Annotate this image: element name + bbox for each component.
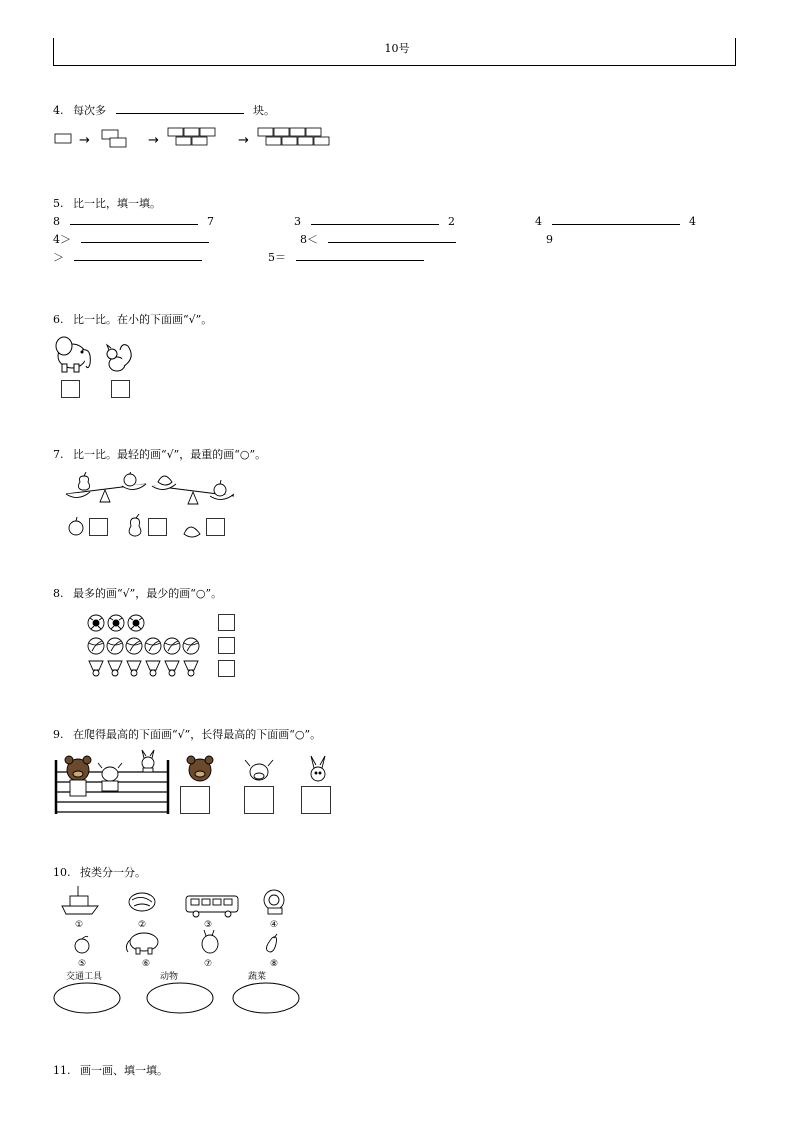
- soccer-ball-row: [88, 615, 144, 631]
- group-label-vegetables: 蔬菜: [248, 972, 267, 982]
- apple-icon: [69, 517, 83, 535]
- block-icon: [55, 134, 71, 143]
- eggplant-icon: [266, 934, 277, 952]
- shuttlecock-icon: [165, 661, 179, 676]
- q10-title: 按类分一分。: [80, 866, 146, 879]
- item-label: ④: [270, 920, 279, 930]
- q7-title: 比一比。最轻的画“√”，最重的画“○”。: [73, 448, 267, 461]
- q5-left: 8＜: [300, 233, 318, 246]
- item-label: ⑤: [78, 959, 87, 969]
- q8-answer-box-volleyball[interactable]: [218, 637, 235, 654]
- arrow-icon: →: [79, 133, 90, 148]
- page-header-title: 10号: [384, 42, 410, 55]
- item-label: ⑦: [204, 959, 213, 969]
- q5-answer-blank[interactable]: [70, 215, 198, 225]
- group-label-animals: 动物: [160, 972, 179, 982]
- question-7-title: [53, 448, 266, 462]
- sorting-circle-transport: [54, 983, 120, 1013]
- block-icon: [168, 128, 215, 145]
- q10-number: 10.: [53, 866, 71, 879]
- volleyball-icon: [107, 638, 123, 654]
- shuttlecock-icon: [184, 661, 198, 676]
- q5-row3-item2: [268, 251, 424, 265]
- q5-left: 3: [294, 215, 301, 228]
- arrow-icon: →: [148, 133, 159, 148]
- q5-left: 8: [53, 215, 60, 228]
- q7-number: 7.: [53, 448, 64, 461]
- apple-icon: [75, 936, 89, 953]
- q5-answer-blank[interactable]: [552, 215, 680, 225]
- cow-icon: [245, 760, 273, 780]
- item-label: ②: [138, 920, 147, 930]
- apple-icon: [214, 480, 226, 496]
- q7-answer-box-apple[interactable]: [89, 518, 108, 536]
- q5-answer-blank[interactable]: [74, 251, 202, 261]
- q5-row3-item1: [53, 251, 202, 265]
- q5-right: 7: [207, 215, 214, 228]
- shuttlecock-icon: [127, 661, 141, 676]
- q4-answer-blank[interactable]: [116, 104, 244, 114]
- q11-title: 画一画、填一填。: [80, 1064, 168, 1077]
- question-6-title: [53, 313, 212, 327]
- q5-left: 9: [546, 233, 553, 246]
- q5-row2-item1: [53, 233, 209, 247]
- q5-left: 4: [535, 215, 542, 228]
- sorting-circle-animals: [147, 983, 213, 1013]
- q6-title: 比一比。在小的下面画“√”。: [73, 313, 213, 326]
- question-8-title: [53, 587, 222, 601]
- q9-answer-box-cow[interactable]: [244, 786, 274, 814]
- bus-icon: [186, 896, 238, 917]
- volleyball-icon: [145, 638, 161, 654]
- q9-answer-box-rabbit[interactable]: [301, 786, 331, 814]
- apple-icon: [124, 472, 136, 486]
- q5-row1-item1: [53, 215, 214, 229]
- cow-icon: [98, 763, 122, 791]
- soccer-ball-icon: [88, 615, 104, 631]
- q5-title: 比一比，填一填。: [73, 197, 161, 210]
- bear-icon: [65, 756, 91, 796]
- q8-title: 最多的画“√”，最少的画“○”。: [73, 587, 223, 600]
- lion-icon: [264, 890, 284, 914]
- q5-row2-item2: [300, 233, 456, 247]
- q4-block-sequence: [52, 124, 352, 152]
- q8-answer-box-shuttlecock[interactable]: [218, 660, 235, 677]
- shuttlecock-icon: [108, 661, 122, 676]
- block-icon: [102, 130, 126, 147]
- elephant-icon: [126, 933, 158, 954]
- q8-number: 8.: [53, 587, 64, 600]
- bear-icon: [187, 756, 213, 781]
- q5-answer-blank[interactable]: [81, 233, 209, 243]
- q7-balance-scales: [60, 472, 240, 512]
- group-label-transport: 交通工具: [66, 972, 103, 982]
- question-5-title: [53, 197, 161, 211]
- soccer-ball-icon: [108, 615, 124, 631]
- q8-ball-rows: [86, 613, 211, 679]
- q4-number: 4.: [53, 104, 64, 117]
- q4-suffix: 块。: [253, 104, 275, 117]
- question-9-title: [53, 728, 321, 742]
- shuttlecock-icon: [89, 661, 103, 676]
- item-label: ③: [204, 920, 213, 930]
- ship-icon: [62, 886, 98, 914]
- q6-answer-box-elephant[interactable]: [61, 380, 80, 398]
- rabbit-icon: [142, 750, 154, 772]
- balance-scale-icon: [66, 472, 146, 502]
- q5-left: ＞: [53, 251, 64, 264]
- rabbit-icon: [311, 756, 325, 781]
- soccer-ball-icon: [128, 615, 144, 631]
- volleyball-icon: [183, 638, 199, 654]
- q5-answer-blank[interactable]: [296, 251, 424, 261]
- q9-answer-box-bear[interactable]: [180, 786, 210, 814]
- q5-number: 5.: [53, 197, 64, 210]
- q5-answer-blank[interactable]: [311, 215, 439, 225]
- q6-number: 6.: [53, 313, 64, 326]
- block-icon: [258, 128, 329, 145]
- q9-number: 9.: [53, 728, 64, 741]
- peach-icon: [184, 527, 200, 537]
- shuttlecock-icon: [146, 661, 160, 676]
- question-10-title: [53, 866, 146, 880]
- volleyball-icon: [88, 638, 104, 654]
- item-label: ⑥: [142, 959, 151, 969]
- q9-title: 在爬得最高的下面画“√”，长得最高的下面画“○”。: [73, 728, 322, 741]
- q7-answer-box-peach[interactable]: [206, 518, 225, 536]
- peach-icon: [158, 476, 172, 485]
- q5-right: 2: [448, 215, 455, 228]
- pear-icon: [78, 472, 89, 490]
- squirrel-icon: [107, 345, 131, 371]
- balance-scale-icon: [152, 476, 234, 504]
- arrow-icon: →: [238, 133, 249, 148]
- q5-row1-item3: [535, 215, 696, 229]
- volleyball-row: [88, 638, 199, 654]
- cabbage-icon: [129, 893, 155, 911]
- q8-answer-box-soccer[interactable]: [218, 614, 235, 631]
- volleyball-icon: [164, 638, 180, 654]
- q5-left: 5＝: [268, 251, 286, 264]
- q6-animals: [52, 334, 142, 378]
- q4-prefix: 每次多: [73, 104, 106, 117]
- volleyball-icon: [126, 638, 142, 654]
- pear-icon: [129, 514, 141, 536]
- shuttlecock-row: [89, 661, 198, 676]
- q6-answer-box-squirrel[interactable]: [111, 380, 130, 398]
- q5-left: 4＞: [53, 233, 71, 246]
- q10-sorting-scene: [52, 884, 302, 1016]
- q5-row2-item3: [546, 233, 553, 247]
- item-label: ①: [75, 920, 84, 930]
- q7-answer-box-pear[interactable]: [148, 518, 167, 536]
- question-11-title: [53, 1064, 168, 1078]
- question-4: [53, 104, 275, 118]
- q5-answer-blank[interactable]: [328, 233, 456, 243]
- rabbit-icon: [202, 930, 218, 953]
- sorting-circle-vegetables: [233, 983, 299, 1013]
- q5-row1-item2: [294, 215, 455, 229]
- q5-right: 4: [689, 215, 696, 228]
- elephant-icon: [56, 337, 90, 372]
- q11-number: 11.: [53, 1064, 71, 1077]
- item-label: ⑧: [270, 959, 279, 969]
